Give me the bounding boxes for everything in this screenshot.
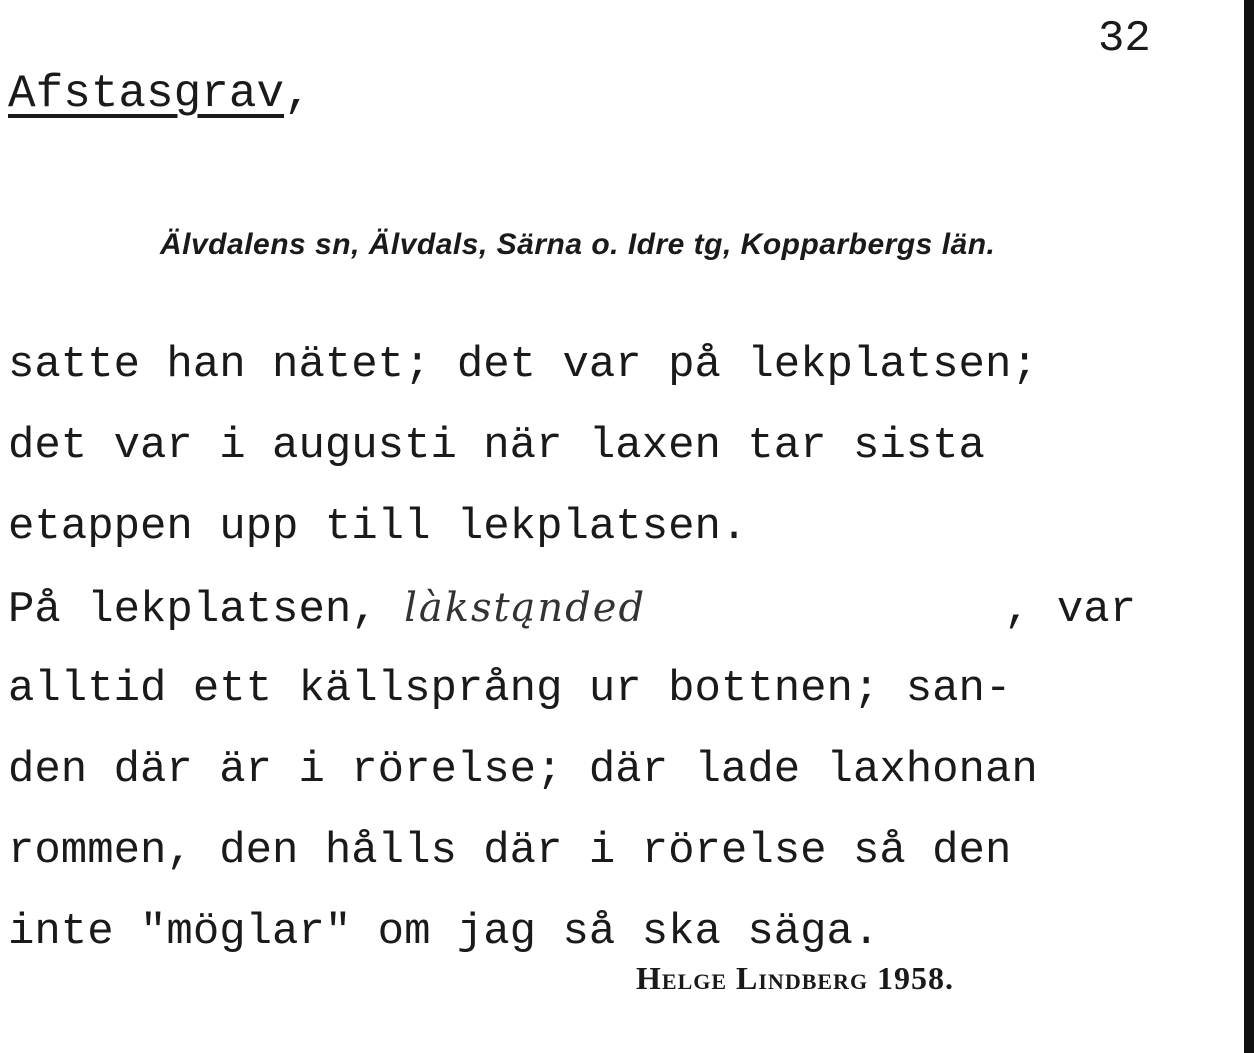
body-line-5: alltid ett källsprång ur bottnen; san- [8,664,1012,714]
body-line-3: etappen upp till lekplatsen. [8,502,748,552]
body-line-1: satte han nätet; det var på lekplatsen; [8,340,1038,390]
heading [8,68,312,120]
body-text [8,325,1223,973]
page-number: 32 [1098,14,1151,64]
heading-punct: , [284,68,312,120]
location-line: Älvdalens sn, Älvdals, Särna o. Idre tg, Kopparbergs län. [160,228,996,261]
body-line-6: den där är i rörelse; där lade laxhonan [8,745,1038,795]
heading-word: Afstasgrav [8,68,285,120]
body-line-8: inte "möglar" om jag så ska säga. [8,907,880,957]
body-line-7: rommen, den hålls där i rörelse så den [8,826,1012,876]
line4-prefix: På lekplatsen, [8,585,378,635]
line4-suffix: , var [1004,585,1137,635]
scan-edge [1244,0,1254,1053]
handwritten-insertion: làkstąnded [404,585,647,631]
body-line-2: det var i augusti när laxen tar sista [8,421,985,471]
body-line-4 [8,568,1223,649]
signature: Helge Lindberg 1958. [636,960,955,996]
